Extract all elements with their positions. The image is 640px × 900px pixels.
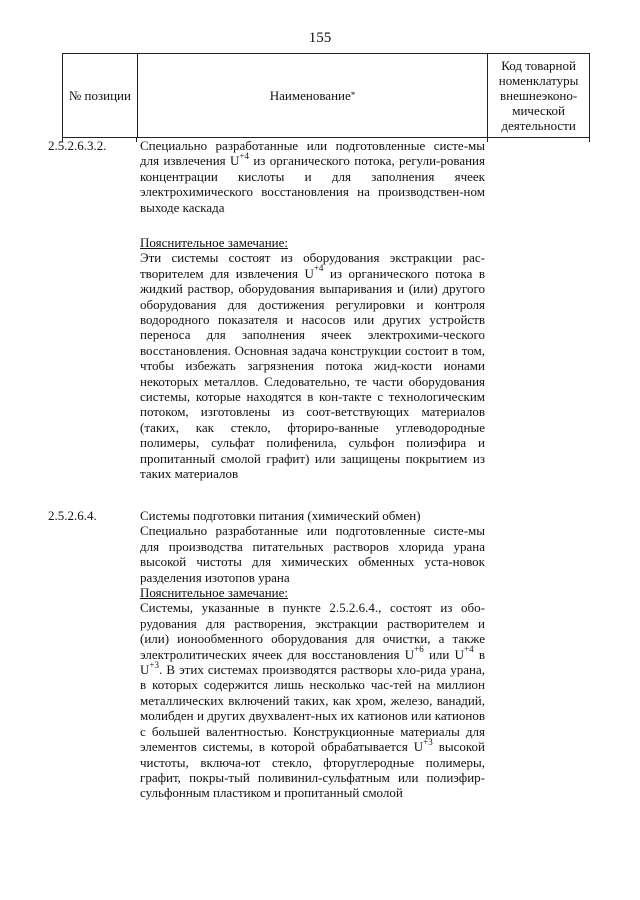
note-text-part: высокой чистоты, включа-ют стекло, фторуглеродные полимеры, графит, покры-тый поливинил-сульфатным или полиэфир-сульфонным пластиком и пропитанный смолой [140,739,485,801]
superscript: +4 [239,151,249,162]
item-title-text: из органического потока, регули-рования концентрации кислоты и для заполнения ячеек электрохимического восстановления на производствен-ном выходе каскада [140,153,485,215]
header-code-line: Код товарной [501,58,576,73]
note-text-part: Эти системы состоят из оборудования экстракции рас-творителем для извлечения U [140,250,485,281]
classification-table [62,53,590,138]
header-name: Наименование * [138,54,488,137]
column-rule [136,138,137,142]
explanatory-note [140,235,485,482]
superscript: +3 [149,659,159,670]
position-number: 2.5.2.6.4. [48,508,97,523]
header-code-line: внешнеэконо- [500,88,578,103]
note-title: Пояснительное замечание: [140,235,288,250]
superscript: +4 [464,644,474,655]
item-title [140,138,485,215]
note-text-part: или U [423,646,465,662]
note-title: Пояснительное замечание: [140,585,288,601]
item-name [140,138,485,215]
position-number: 2.5.2.6.3.2. [48,138,107,153]
page-number: 155 [308,30,332,46]
note-text-part: из органического потока в жидкий раствор, оборудования выпаривания и (или) другого оборудования для достижения регулировки и контроля водородного показателя и насосов или других устройств переноса для заполнения ячеек электрохими-ческого восстановления. Основная задача конструкции состоит в том, чтобы избежать загрязнения потока жид-кости ионами некоторых металлов. Следовательно, те части оборудования системы, которые находятся в кон-такте с технологическим потоком, изготовлены из соот-ветствующих материалов (таких, как стекло, фториро-ванные углеводородные полимеры, сульфат полифенила, сульфон полиэфира и пропитанный смолой графит) или защищены покрытием из таких материалов [140,265,485,482]
header-code [488,54,590,137]
note-text-part: Системы, указанные в пункте 2.5.2.6.4., состоят из обо-рудования для растворения, экстракции растворителем и (или) ионообменного оборудования для очистки, а также электролитических ячеек для восстановления U [140,600,485,662]
header-code-line: деятельности [501,118,576,133]
header-position-label: № позиции [68,87,131,103]
header-name-label: Наименование [269,87,351,103]
item-title-text: Специально разработанные или подготовленные систе-мы для извлечения U [140,138,485,169]
item-name [140,508,485,801]
superscript: +6 [414,644,424,655]
superscript: +4 [313,263,324,274]
note-text-part: . В этих системах производятся растворы хло-рида урана, в которых содержится лишь несколько час-тей на миллион металлических включений таких, как хром, железо, ванадий, молибден и других двухвалент-ных их катионов или катионов с большей валентностью. Конструкционные материалы для элементов системы, в которой обрабатывается U [140,662,485,755]
header-code-line: мической [512,103,565,118]
header-code-line: номенклатуры [498,73,579,88]
superscript: +3 [423,736,433,747]
item-description: Специально разработанные или подготовленные систе-мы для производства питательных растворов хлорида урана высокой чистоты для химических обменных уста-новок разделения изотопов урана [140,523,485,585]
note-text-part: в U [140,646,486,678]
column-rule [487,138,488,142]
note-text [140,250,485,481]
table-header [62,53,590,138]
item-title: Системы подготовки питания (химический обмен) [140,508,421,523]
column-rule [589,138,590,142]
header-position-number [63,54,138,137]
note-text [140,600,485,800]
